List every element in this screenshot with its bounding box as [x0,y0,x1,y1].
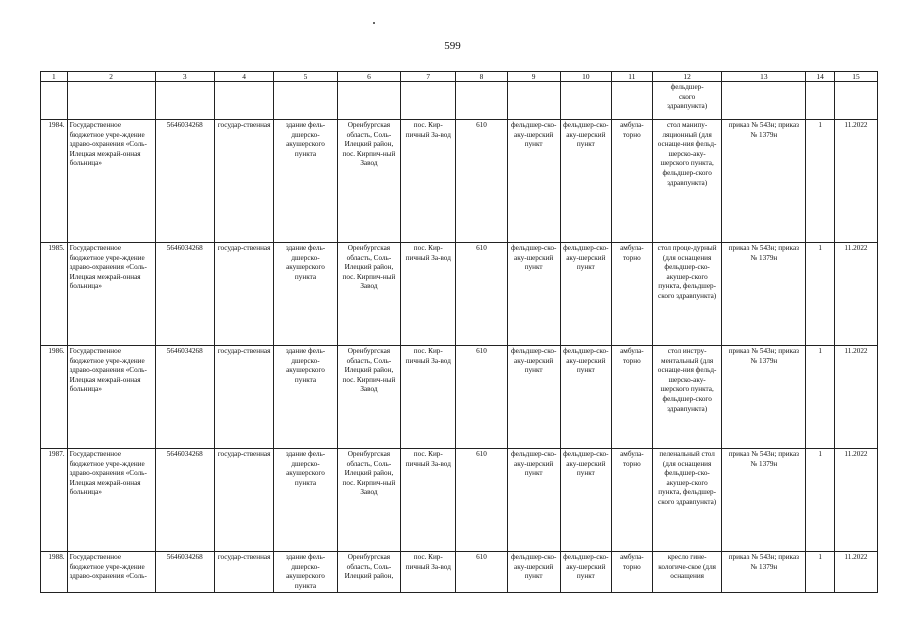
care-type-cell: амбула-торно [611,552,652,593]
equipment-cell: пеленальный стол (для оснащения фельдшер-ско-акушер-ского пункта, фельдшер-ского здравпункта) [652,449,722,552]
quantity-cell: 1 [806,243,835,346]
quantity-cell: 1 [806,552,835,593]
inn-cell: 5646034268 [155,449,214,552]
settlement-cell: пос. Кир-пичный За-вод [401,346,456,449]
date-cell: 11.2022 [834,120,877,243]
settlement-cell: пос. Кир-пичный За-вод [401,449,456,552]
equipment-cell: стол инстру-ментальный (для оснаще-ния фельд-шерско-аку-шерского пункта, фельдшер-ского здравпункта) [652,346,722,449]
unit-cell: фельдшер-ско-аку-шерский пункт [507,243,560,346]
row-number: 1986. [41,346,68,449]
equipment-cell: стол манипу-ляционный (для оснаще-ния фельд-шерско-аку-шерского пункта, фельдшер-ского здравпункта) [652,120,722,243]
settlement-cell: пос. Кир-пичный За-вод [401,552,456,593]
registry-table [40,71,878,593]
care-type-cell: амбула-торно [611,243,652,346]
code-cell: 610 [456,346,507,449]
address-cell: Оренбургская область, Соль-Илецкий район, пос. Кирпич-ный Завод [337,120,400,243]
equipment-cell: стол проце-дурный (для оснащения фельдшер-ско-акушер-ского пункта, фельдшер-ского здравпункта) [652,243,722,346]
col-header: 11 [611,72,652,82]
code-cell: 610 [456,449,507,552]
unit-cell: фельдшер-ско-аку-шерский пункт [560,449,611,552]
continuation-text: фельдшер- ского здравпункта) [652,82,722,120]
col-header: 4 [214,72,273,82]
equipment-cell: кресло гине-кологиче-ское (для оснащения [652,552,722,593]
address-cell: Оренбургская область, Соль-Илецкий район, пос. Кирпич-ный Завод [337,346,400,449]
col-header: 13 [722,72,806,82]
unit-cell: фельдшер-ско-аку-шерский пункт [507,346,560,449]
col-header: 3 [155,72,214,82]
ownership-cell: государ-ственная [214,552,273,593]
table-row [41,243,878,346]
col-header: 5 [274,72,337,82]
date-cell: 11.2022 [834,552,877,593]
col-header: 7 [401,72,456,82]
date-cell: 11.2022 [834,346,877,449]
building-cell: здание фель-дшерско-акушерского пункта [274,120,337,243]
ownership-cell: государ-ственная [214,243,273,346]
code-cell: 610 [456,120,507,243]
col-header: 9 [507,72,560,82]
care-type-cell: амбула-торно [611,449,652,552]
building-cell: здание фель-дшерско-акушерского пункта [274,243,337,346]
inn-cell: 5646034268 [155,120,214,243]
building-cell: здание фель-дшерско-акушерского пункта [274,552,337,593]
organization-cell: Государственное бюджетное учре-ждение здраво-охранения «Соль-Илецкая межрай-онная больница» [67,346,155,449]
unit-cell: фельдшер-ско-аку-шерский пункт [507,120,560,243]
inn-cell: 5646034268 [155,243,214,346]
building-cell: здание фель-дшерско-акушерского пункта [274,449,337,552]
row-number: 1985. [41,243,68,346]
unit-cell: фельдшер-ско-аку-шерский пункт [507,449,560,552]
quantity-cell: 1 [806,346,835,449]
address-cell: Оренбургская область, Соль-Илецкий район, пос. Кирпич-ный Завод [337,243,400,346]
settlement-cell: пос. Кир-пичный За-вод [401,120,456,243]
organization-cell: Государственное бюджетное учре-ждение здраво-охранения «Соль-Илецкая межрай-онная больница» [67,243,155,346]
address-cell: Оренбургская область, Соль-Илецкий район, пос. Кирпич-ный Завод [337,449,400,552]
table-row [41,120,878,243]
page-number: 599 [444,40,461,52]
order-cell: приказ № 543н; приказ № 1379н [722,346,806,449]
code-cell: 610 [456,243,507,346]
care-type-cell: амбула-торно [611,346,652,449]
order-cell: приказ № 543н; приказ № 1379н [722,120,806,243]
ownership-cell: государ-ственная [214,346,273,449]
quantity-cell: 1 [806,449,835,552]
row-number: 1984. [41,120,68,243]
inn-cell: 5646034268 [155,346,214,449]
row-number: 1987. [41,449,68,552]
continuation-row [41,82,878,120]
organization-cell: Государственное бюджетное учре-ждение здраво-охранения «Соль- [67,552,155,593]
quantity-cell: 1 [806,120,835,243]
col-header: 12 [652,72,722,82]
scan-speck [373,22,375,24]
unit-cell: фельдшер-ско-аку-шерский пункт [560,120,611,243]
col-header: 2 [67,72,155,82]
care-type-cell: амбула-торно [611,120,652,243]
organization-cell: Государственное бюджетное учре-ждение здраво-охранения «Соль-Илецкая межрай-онная больница» [67,120,155,243]
ownership-cell: государ-ственная [214,449,273,552]
date-cell: 11.2022 [834,243,877,346]
col-header: 6 [337,72,400,82]
ownership-cell: государ-ственная [214,120,273,243]
col-header: 14 [806,72,835,82]
order-cell: приказ № 543н; приказ № 1379н [722,552,806,593]
order-cell: приказ № 543н; приказ № 1379н [722,449,806,552]
organization-cell: Государственное бюджетное учре-ждение здраво-охранения «Соль-Илецкая межрай-онная больница» [67,449,155,552]
order-cell: приказ № 543н; приказ № 1379н [722,243,806,346]
col-header: 1 [41,72,68,82]
inn-cell: 5646034268 [155,552,214,593]
col-header: 10 [560,72,611,82]
unit-cell: фельдшер-ско-аку-шерский пункт [560,552,611,593]
unit-cell: фельдшер-ско-аку-шерский пункт [560,243,611,346]
row-number: 1988. [41,552,68,593]
settlement-cell: пос. Кир-пичный За-вод [401,243,456,346]
table-row [41,346,878,449]
building-cell: здание фель-дшерско-акушерского пункта [274,346,337,449]
col-header: 8 [456,72,507,82]
table-header [41,72,878,82]
unit-cell: фельдшер-ско-аку-шерский пункт [507,552,560,593]
unit-cell: фельдшер-ско-аку-шерский пункт [560,346,611,449]
col-header: 15 [834,72,877,82]
table-row [41,552,878,593]
code-cell: 610 [456,552,507,593]
address-cell: Оренбургская область, Соль-Илецкий район, [337,552,400,593]
date-cell: 11.2022 [834,449,877,552]
table-row [41,449,878,552]
